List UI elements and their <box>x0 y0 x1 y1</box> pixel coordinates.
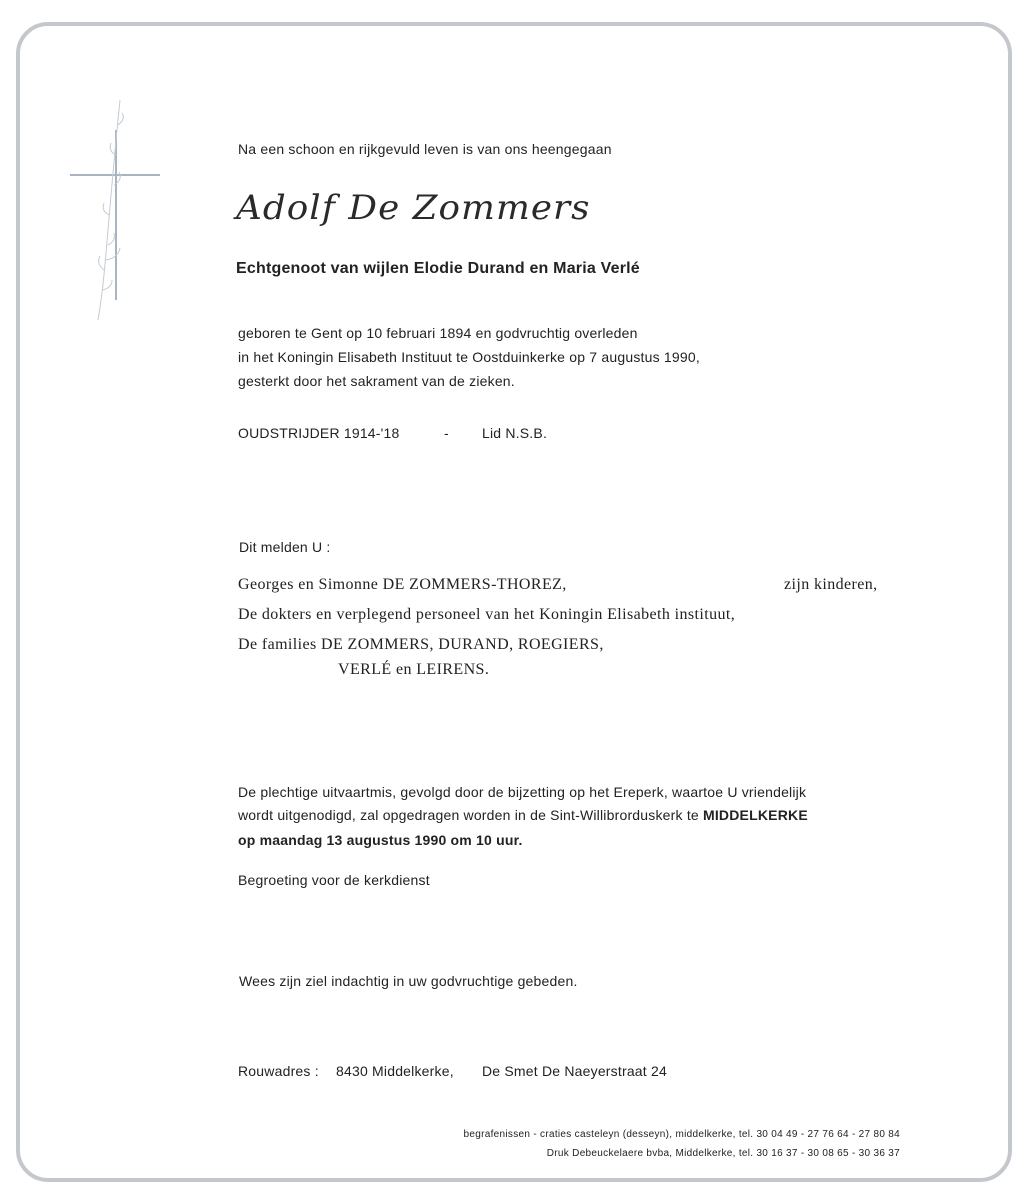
funeral-date: op maandag 13 augustus 1990 om 10 uur. <box>238 832 523 848</box>
intro-text: Na een schoon en rijkgevuld leven is van ons heengegaan <box>238 141 612 157</box>
birth-line-3: gesterkt door het sakrament van de zieken. <box>238 373 515 389</box>
footer-funeral-home: begrafenissen - craties casteleyn (desseyn), middelkerke, tel. 30 04 49 - 27 76 64 - 27 80 84 <box>463 1129 900 1140</box>
funeral-line-2-text: wordt uitgenodigd, zal opgedragen worden in de Sint-Willibrorduskerk te <box>238 807 703 823</box>
spouse-subtitle: Echtgenoot van wijlen Elodie Durand en Maria Verlé <box>236 260 640 277</box>
birth-line-1: geboren te Gent op 10 februari 1894 en godvruchtig overleden <box>238 325 638 341</box>
veteran-title: OUDSTRIJDER 1914-'18 <box>238 425 400 441</box>
family-row-families: De families DE ZOMMERS, DURAND, ROEGIERS, <box>238 636 604 653</box>
deceased-name: Adolf De Zommers <box>236 188 591 228</box>
address-label: Rouwadres : <box>238 1063 319 1079</box>
funeral-line-1: De plechtige uitvaartmis, gevolgd door de bijzetting op het Ereperk, waartoe U vriendelijk <box>238 784 807 800</box>
footer-printer: Druk Debeuckelaere bvba, Middelkerke, tel. 30 16 37 - 30 08 65 - 30 36 37 <box>546 1148 900 1159</box>
funeral-line-2 <box>238 805 808 825</box>
family-row-children: Georges en Simonne DE ZOMMERS-THOREZ, <box>238 576 567 593</box>
address-street: De Smet De Naeyerstraat 24 <box>482 1063 667 1079</box>
funeral-town: MIDDELKERKE <box>702 807 808 823</box>
family-row-role: zijn kinderen, <box>784 576 878 593</box>
membership-title: Lid N.S.B. <box>482 425 548 441</box>
prayer-text: Wees zijn ziel indachtig in uw godvruchtige gebeden. <box>239 973 578 989</box>
family-row-staff: De dokters en verplegend personeel van het Koningin Elisabeth instituut, <box>238 606 736 623</box>
address-city: 8430 Middelkerke, <box>336 1063 454 1079</box>
family-row-families-2: VERLÉ en LEIRENS. <box>338 661 490 678</box>
title-separator: - <box>444 425 449 441</box>
birth-line-2: in het Koningin Elisabeth Instituut te Oostduinkerke op 7 augustus 1990, <box>238 349 700 365</box>
greeting-text: Begroeting voor de kerkdienst <box>238 872 430 888</box>
cross-icon <box>68 95 168 325</box>
announce-text: Dit melden U : <box>239 539 331 555</box>
